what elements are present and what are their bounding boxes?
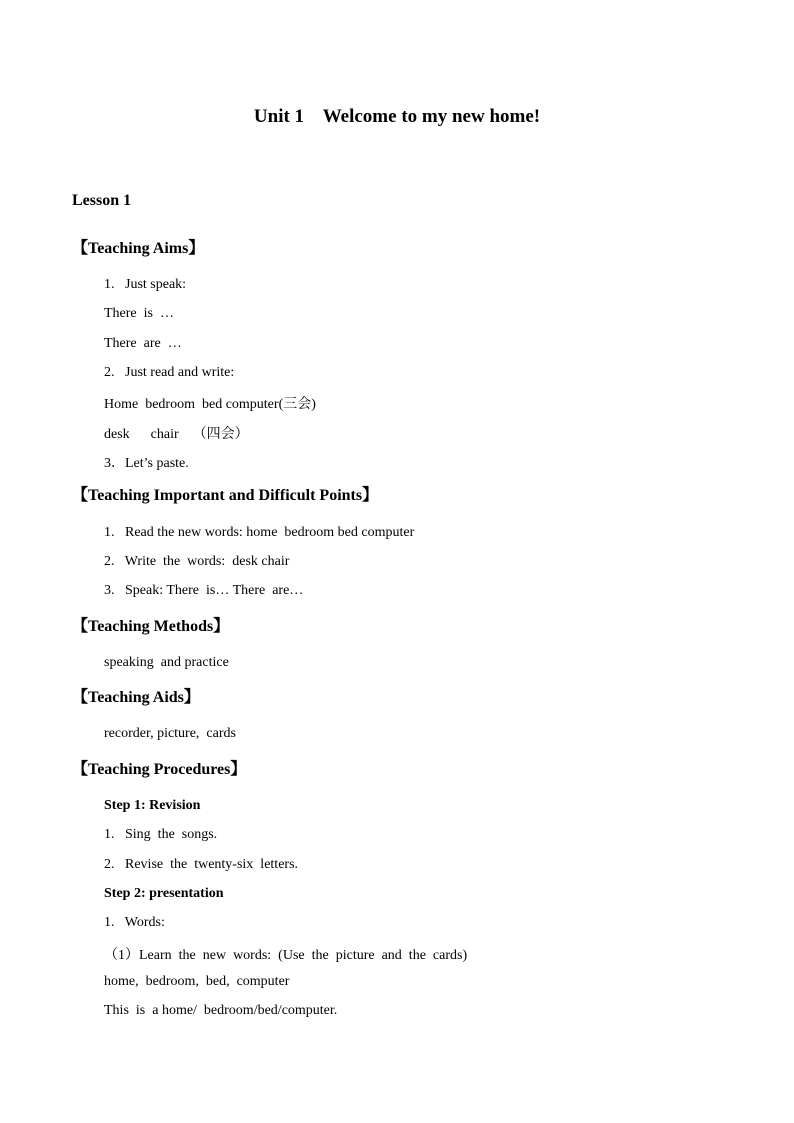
step-1-heading: Step 1: Revision <box>104 798 201 813</box>
step-1-item: 1. Sing the songs. <box>104 827 218 842</box>
points-item: 2. Write the words: desk chair <box>104 554 290 569</box>
points-item: 1. Read the new words: home bedroom bed computer <box>104 525 415 540</box>
aims-item: There are … <box>104 336 182 351</box>
important-points-heading: 【Teaching Important and Difficult Points】 <box>72 487 379 504</box>
teaching-aims-heading: 【Teaching Aims】 <box>72 240 205 257</box>
aids-item: recorder, picture, cards <box>104 726 236 741</box>
points-item: 3. Speak: There is… There are… <box>104 583 304 598</box>
methods-item: speaking and practice <box>104 655 229 670</box>
aims-item: There is … <box>104 306 174 321</box>
step-2-item: This is a home/ bedroom/bed/computer. <box>104 1003 338 1018</box>
teaching-methods-heading: 【Teaching Methods】 <box>72 618 230 635</box>
teaching-procedures-heading: 【Teaching Procedures】 <box>72 761 247 778</box>
aims-item: desk chair （四会） <box>104 427 249 442</box>
step-2-item: 1. Words: <box>104 915 165 930</box>
step-2-item: home, bedroom, bed, computer <box>104 974 290 989</box>
aims-item: 1. Just speak: <box>104 277 187 292</box>
aims-item: 2. Just read and write: <box>104 365 235 380</box>
document-title: Unit 1 Welcome to my new home! <box>253 106 541 127</box>
lesson-heading: Lesson 1 <box>72 192 132 209</box>
aims-item: 3．Let’s paste. <box>104 456 189 471</box>
step-1-item: 2. Revise the twenty-six letters. <box>104 857 299 872</box>
aims-item: Home bedroom bed computer(三会) <box>104 397 316 412</box>
teaching-aids-heading: 【Teaching Aids】 <box>72 689 200 706</box>
step-2-item: （1）Learn the new words: (Use the picture and the cards) <box>104 948 468 963</box>
step-2-heading: Step 2: presentation <box>104 886 224 901</box>
